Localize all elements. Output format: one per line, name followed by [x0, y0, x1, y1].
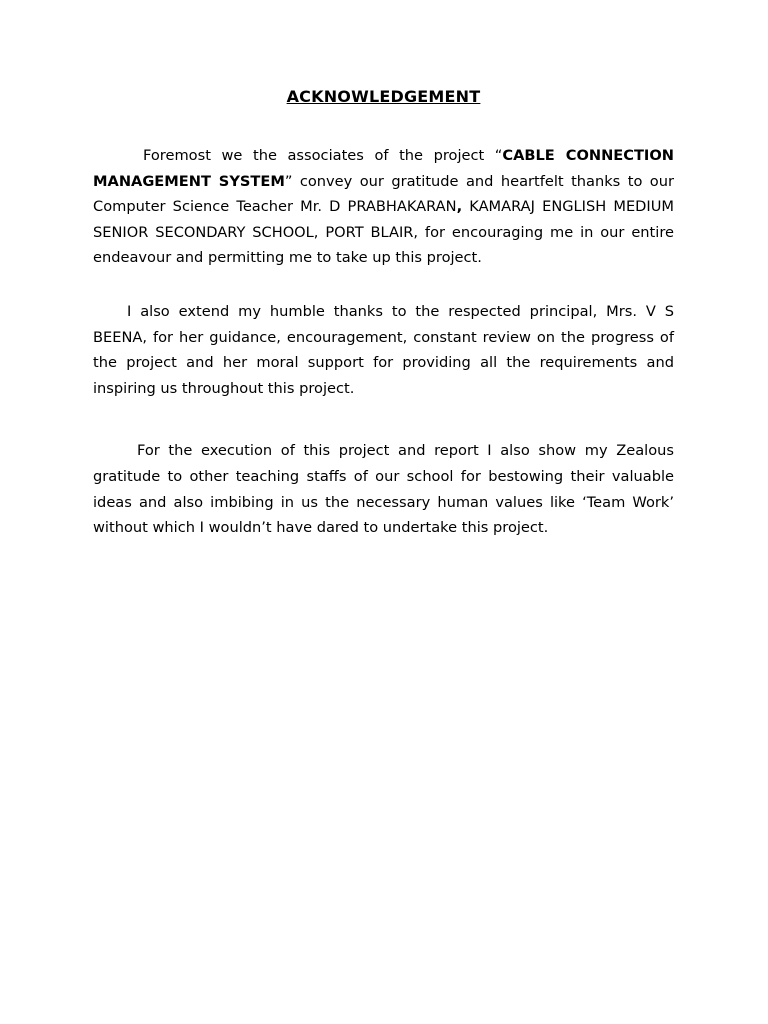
page-title: ACKNOWLEDGEMENT	[286, 87, 481, 106]
document-page	[93, 86, 674, 541]
paragraph1-text-start: Foremost we the associates of the project “	[143, 147, 503, 164]
project-name: CABLE CONNECTION MANAGEMENT SYSTEM	[93, 147, 674, 190]
paragraph1-text-middle: ” convey our gratitude and heartfelt thanks to our Computer Science Teacher Mr. D PRABHAKARAN	[93, 172, 674, 216]
paragraph-principal-thanks: I also extend my humble thanks to the respected principal, Mrs. V S BEENA, for her guidance, encouragement, constant review on the progress of the project and her moral support for providing all the requirements and inspiring us throughout this project.	[93, 302, 674, 397]
paragraph-staff-thanks: For the execution of this project and report I also show my Zealous gratitude to other teaching staffs of our school for bestowing their valuable ideas and also imbibing in us the necessary human values like ‘Team Work’ without which I wouldn’t have dared to undertake this project.	[93, 442, 674, 537]
paragraph1-bold-comma: ,	[456, 198, 463, 216]
paragraph1-text-end: KAMARAJ ENGLISH MEDIUM SENIOR SECONDARY SCHOOL, PORT BLAIR, for encouraging me in our entire endeavour and permitting me to take up this project.	[93, 198, 674, 267]
paragraph-project-thanks	[93, 143, 674, 271]
